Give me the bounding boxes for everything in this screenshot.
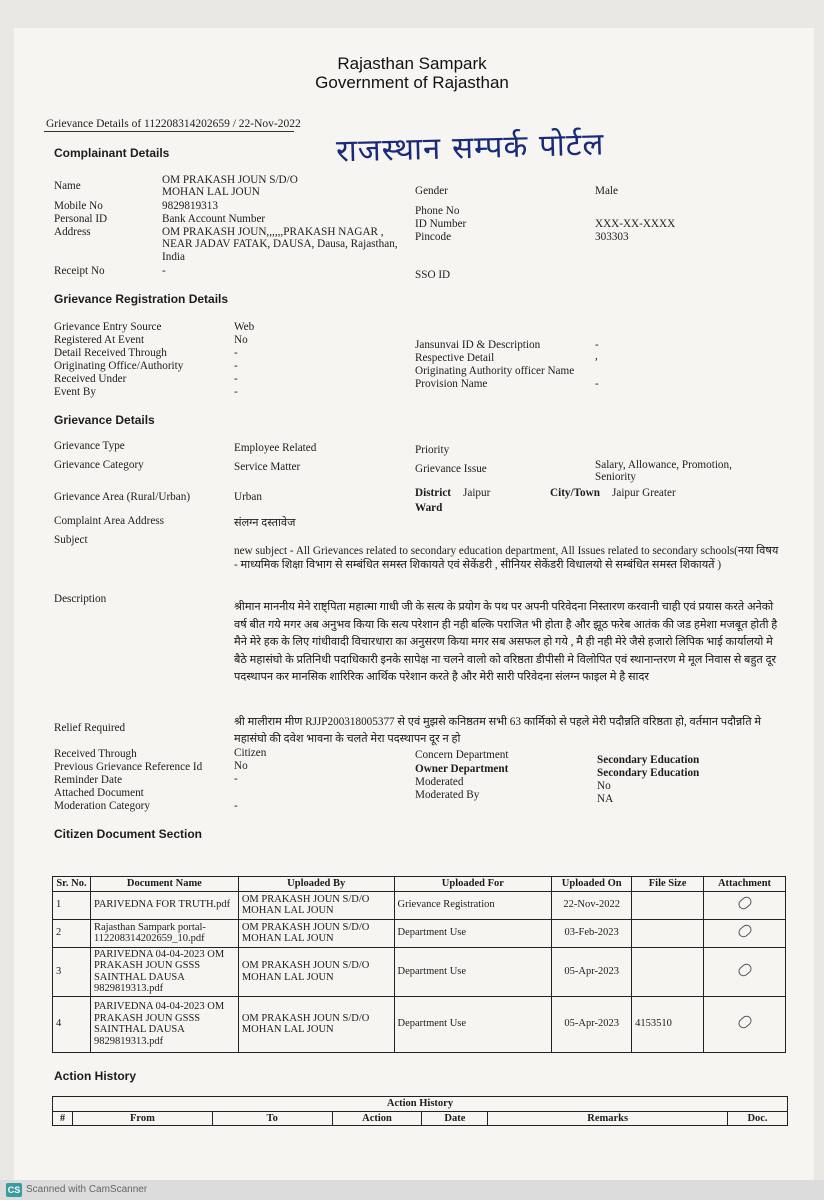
mobile-label: Mobile No (54, 200, 103, 212)
attachment-icon[interactable] (736, 1014, 753, 1031)
cell-sr: 4 (53, 996, 91, 1052)
section-title-documents: Citizen Document Section (54, 827, 203, 841)
cell-attachment (704, 996, 786, 1052)
header-uploaded-by: Uploaded By (238, 877, 394, 892)
gender-value: Male (595, 185, 618, 197)
attached-document-label: Attached Document (54, 787, 144, 799)
table-row (53, 891, 786, 919)
cell-uploaded-on: 05-Apr-2023 (552, 947, 632, 996)
previous-reference-label: Previous Grievance Reference Id (54, 761, 203, 773)
name-value: OM PRAKASH JOUN S/D/O MOHAN LAL JOUN (162, 174, 298, 199)
cell-document-name: PARIVEDNA 04-04-2023 OM PRAKASH JOUN GSSS SAINTHAL DAUSA 9829819313.pdf (90, 947, 238, 996)
received-through-label: Received Through (54, 748, 137, 760)
action-history-header-row (53, 1111, 788, 1126)
header-attachment: Attachment (704, 877, 786, 892)
detail-received-label: Detail Received Through (54, 347, 167, 359)
respective-detail-value: , (595, 350, 598, 362)
moderated-by-value: NA (597, 793, 614, 805)
cell-document-name: PARIVEDNA 04-04-2023 OM PRAKASH JOUN GSSS SAINTHAL DAUSA 9829819313.pdf (90, 996, 238, 1052)
header-rule (44, 131, 294, 132)
moderation-category-label: Moderation Category (54, 800, 151, 812)
grievance-issue-value: Salary, Allowance, Promotion, Seniority (595, 459, 732, 484)
grievance-reference: Grievance Details of 112208314202659 / 22-Nov-2022 (46, 118, 301, 130)
cell-file-size (632, 919, 704, 947)
address-value: OM PRAKASH JOUN,,,,,,PRAKASH NAGAR , NEAR JADAV FATAK, DAUSA, Dausa, Rajasthan, India (162, 226, 398, 263)
attachment-icon[interactable] (736, 895, 753, 912)
cell-file-size: 4153510 (632, 996, 704, 1052)
cell-uploaded-on: 05-Apr-2023 (552, 996, 632, 1052)
mobile-value: 9829819313 (162, 200, 218, 212)
registered-event-label: Registered At Event (54, 334, 145, 346)
table-row (53, 996, 786, 1052)
priority-label: Priority (415, 444, 450, 456)
pincode-value: 303303 (595, 231, 629, 243)
entry-source-label: Grievance Entry Source (54, 321, 162, 333)
scanner-watermark: Scanned with CamScanner (26, 1184, 148, 1195)
header-hash: # (53, 1111, 73, 1126)
owner-department-value: Secondary Education (597, 767, 700, 779)
cell-file-size (632, 947, 704, 996)
jansunvai-label: Jansunvai ID & Description (415, 339, 541, 351)
received-under-label: Received Under (54, 373, 127, 385)
city-value: Jaipur Greater (612, 487, 676, 499)
cell-sr: 3 (53, 947, 91, 996)
cell-document-name: PARIVEDNA FOR TRUTH.pdf (90, 891, 238, 919)
subject-label: Subject (54, 534, 88, 546)
name-label: Name (54, 180, 81, 192)
cell-file-size (632, 891, 704, 919)
received-through-value: Citizen (234, 747, 267, 759)
header-doc: Doc. (728, 1111, 788, 1126)
subject-value: new subject - All Grievances related to secondary education department, All Issues related to secondary schools(नया विषय - माध्यमिक शिक्षा विभाग से सम्बंधित समस्त शिकायते एवं सेकेंडरी , सीनियर सेकेंडरी विधालयो से सम्बंधित समस्त शिकायतें ) (234, 545, 779, 571)
grievance-category-label: Grievance Category (54, 459, 144, 471)
id-number-label: ID Number (415, 218, 467, 230)
document-header (0, 54, 824, 92)
cell-uploaded-for: Department Use (394, 919, 552, 947)
cell-uploaded-by: OM PRAKASH JOUN S/D/O MOHAN LAL JOUN (238, 919, 394, 947)
grievance-issue-label: Grievance Issue (415, 463, 487, 475)
header-document-name: Document Name (90, 877, 238, 892)
address-label: Address (54, 226, 91, 238)
action-history-table (52, 1096, 788, 1126)
attachment-icon[interactable] (736, 961, 753, 978)
cell-uploaded-for: Department Use (394, 947, 552, 996)
receipt-label: Receipt No (54, 265, 105, 277)
provision-name-label: Provision Name (415, 378, 488, 390)
cell-document-name: Rajasthan Sampark portal-112208314202659_10.pdf (90, 919, 238, 947)
header-sr-no: Sr. No. (53, 877, 91, 892)
cell-attachment (704, 891, 786, 919)
originating-officer-label: Originating Authority officer Name (415, 365, 575, 377)
provision-name-value: - (595, 378, 599, 390)
registered-event-value: No (234, 334, 248, 346)
receipt-value: - (162, 265, 166, 277)
originating-office-value: - (234, 360, 238, 372)
table-row (53, 919, 786, 947)
phone-label: Phone No (415, 205, 460, 217)
scanner-footer (0, 1180, 824, 1200)
complaint-area-label: Complaint Area Address (54, 515, 164, 527)
cell-attachment (704, 919, 786, 947)
cell-uploaded-by: OM PRAKASH JOUN S/D/O MOHAN LAL JOUN (238, 996, 394, 1052)
id-number-value: XXX-XX-XXXX (595, 218, 676, 230)
entry-source-value: Web (234, 321, 255, 333)
grievance-type-value: Employee Related (234, 442, 317, 454)
grievance-type-label: Grievance Type (54, 440, 125, 452)
header-action: Action (332, 1111, 422, 1126)
cell-uploaded-on: 22-Nov-2022 (552, 891, 632, 919)
relief-value: श्री मालीराम मीण RJJP200318005377 से एवं मुझसे कनिष्ठतम सभी 63 कार्मिको से पहले मेरी पदौन्नति वरिष्ठता हो, वर्तमान पदौन्नति मे महासंघो की दवेश भावना के चलते मेरा पदस्थापन दूर न हो (234, 716, 762, 745)
header-uploaded-on: Uploaded On (552, 877, 632, 892)
header-file-size: File Size (632, 877, 704, 892)
reminder-date-label: Reminder Date (54, 774, 123, 786)
description-label: Description (54, 593, 107, 605)
event-by-value: - (234, 386, 238, 398)
cell-uploaded-by: OM PRAKASH JOUN S/D/O MOHAN LAL JOUN (238, 891, 394, 919)
reminder-date-value: - (234, 773, 238, 785)
pincode-label: Pincode (415, 231, 452, 243)
cell-attachment (704, 947, 786, 996)
handwritten-note: राजस्थान सम्पर्क पोर्टल (335, 126, 605, 170)
government-name: Government of Rajasthan (315, 73, 509, 92)
district-label: District (415, 487, 452, 499)
originating-office-label: Originating Office/Authority (54, 360, 184, 372)
action-history-table-title: Action History (53, 1097, 788, 1112)
moderated-value: No (597, 780, 611, 792)
cell-uploaded-by: OM PRAKASH JOUN S/D/O MOHAN LAL JOUN (238, 947, 394, 996)
concern-department-value: Secondary Education (597, 754, 700, 766)
section-title-action-history: Action History (54, 1069, 137, 1083)
header-to: To (212, 1111, 332, 1126)
documents-header-row (53, 877, 786, 892)
district-value: Jaipur (463, 487, 491, 499)
moderation-category-value: - (234, 800, 238, 812)
moderated-by-label: Moderated By (415, 789, 480, 801)
action-history-title-row (53, 1097, 788, 1112)
complaint-area-value: संलग्न दस्तावेज (234, 517, 296, 529)
previous-reference-value: No (234, 760, 248, 772)
section-title-registration: Grievance Registration Details (54, 292, 229, 306)
portal-name: Rajasthan Sampark (337, 54, 487, 73)
personal-id-label: Personal ID (54, 213, 108, 225)
grievance-category-value: Service Matter (234, 461, 301, 473)
attachment-icon[interactable] (736, 923, 753, 940)
jansunvai-value: - (595, 339, 599, 351)
header-remarks: Remarks (488, 1111, 728, 1126)
cell-uploaded-for: Grievance Registration (394, 891, 552, 919)
respective-detail-label: Respective Detail (415, 352, 495, 364)
owner-department-label: Owner Department (415, 763, 509, 775)
sso-id-label: SSO ID (415, 269, 451, 281)
section-title-complainant: Complainant Details (54, 146, 170, 160)
concern-department-label: Concern Department (415, 749, 509, 761)
section-title-grievance-details: Grievance Details (54, 413, 155, 427)
cell-sr: 1 (53, 891, 91, 919)
description-value: श्रीमान माननीय मेने राष्ट्पिता महात्मा गाधी जी के सत्य के प्रयोग के पथ पर अपनी परिवेदना निस्तारण करवानी चाही एवं प्रयास करते अनेको वर्ष बीत गये मगर अब अनुभव किया कि सत्य परेशान ही नही बल्कि पराजित भी होता है और झूठ फरेब आतंक की जड हमेशा मजबूत होती है मैने मेरे हक के लिए गांधीवादी विचारधारा का अनुसरण किया मगर सब असफल हो गये , मै ही नही मेरे जैसे हजारो लिपिक भाई कार्यालयो मे बैठे महासंघो के प्रतिनिधी पदाधिकारी इनके सापेक्ष ना चलने वालो को वरिष्ठता डीपीसी मे विलोपित एवं स्थानान्तरण मे मूल निवास से बहुत दूर पदस्थापन कर मानसिक शारिरिक आर्थिक परेशान करते है और मेरी सारी परिवेदना संलग्न फाइल मे है सादर (234, 601, 778, 683)
event-by-label: Event By (54, 386, 96, 398)
detail-received-value: - (234, 347, 238, 359)
received-under-value: - (234, 373, 238, 385)
header-date: Date (422, 1111, 488, 1126)
ward-label: Ward (415, 502, 443, 514)
bank-account-label: Bank Account Number (162, 213, 266, 225)
grievance-area-value: Urban (234, 491, 262, 503)
camscanner-logo: CS (7, 1185, 21, 1195)
relief-label: Relief Required (54, 722, 126, 734)
documents-table (52, 876, 786, 1053)
moderated-label: Moderated (415, 776, 464, 788)
grievance-area-label: Grievance Area (Rural/Urban) (54, 491, 191, 503)
cell-sr: 2 (53, 919, 91, 947)
header-uploaded-for: Uploaded For (394, 877, 552, 892)
table-row (53, 947, 786, 996)
gender-label: Gender (415, 185, 448, 197)
header-from: From (72, 1111, 212, 1126)
cell-uploaded-on: 03-Feb-2023 (552, 919, 632, 947)
city-label: City/Town (550, 487, 600, 499)
cell-uploaded-for: Department Use (394, 996, 552, 1052)
